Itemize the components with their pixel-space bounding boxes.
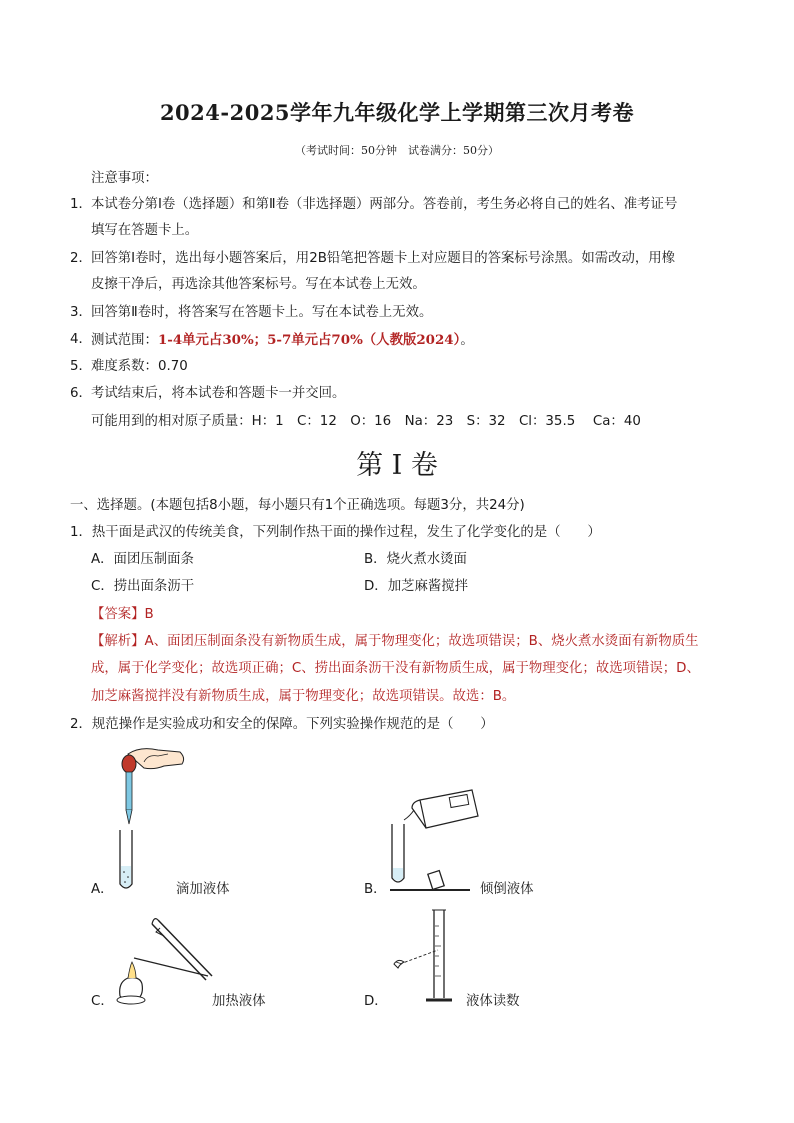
q2-option-a-label: 滴加液体 [176, 882, 230, 897]
scope-label: 测试范围： [91, 333, 158, 348]
notice-text: 本试卷分第Ⅰ卷（选择题）和第Ⅱ卷（非选择题）两部分。答卷前，考生务必将自己的姓名、准考证号 [91, 197, 678, 212]
notice-number: 6． [70, 386, 92, 401]
scope-value: 1-4单元占30%；5-7单元占70%（人教版2024） [157, 332, 461, 348]
page-title: 2024-2025学年九年级化学上学期第三次月考卷 [159, 100, 635, 125]
q1-option-b: B．烧火煮水烫面 [364, 552, 467, 567]
q1-analysis: 【解析】A、面团压制面条没有新物质生成，属于物理变化；故选项错误；B、烧火煮水烫面有新物质生 [91, 634, 699, 649]
notice-number: 5． [70, 359, 92, 374]
atomic-mass-line: 可能用到的相对原子质量：H：1 C：12 O：16 Na：23 S：32 Cl：35.5 Ca：40 [91, 414, 641, 429]
q2-option-c-letter: C． [91, 994, 114, 1009]
q2-option-d-letter: D． [364, 994, 388, 1009]
q1-answer: 【答案】B [91, 607, 154, 622]
notice-number: 2． [70, 251, 92, 266]
notice-number: 1． [70, 197, 92, 212]
exam-info: （考试时间：50分钟 试卷满分：50分） [295, 144, 499, 157]
q2-option-d-label: 液体读数 [466, 994, 520, 1009]
q1-option-c: C．捞出面条沥干 [91, 579, 195, 594]
notice-text: 考试结束后，将本试卷和答题卡一并交回。 [91, 386, 346, 401]
notice-text: 回答第Ⅰ卷时，选出每小题答案后，用2B铅笔把答题卡上对应题目的答案标号涂黑。如需改动，用橡 [91, 251, 676, 266]
notice-text: 难度系数：0.70 [91, 359, 188, 374]
section-title: 第 I 卷 [356, 450, 438, 481]
notice-text: 皮擦干净后，再选涂其他答案标号。写在本试卷上无效。 [91, 277, 426, 292]
notice-scope [91, 331, 474, 350]
notice-heading: 注意事项： [91, 171, 158, 186]
notice-number: 3． [70, 305, 92, 320]
q1-option-d: D．加芝麻酱搅拌 [364, 579, 469, 594]
q1-option-a: A．面团压制面条 [91, 552, 194, 567]
q1-analysis: 加芝麻酱搅拌没有新物质生成，属于物理变化；故选项错误。故选：B。 [91, 689, 516, 704]
scope-suffix: 。 [460, 333, 474, 348]
graduated-cylinder-illustration [388, 906, 478, 1006]
notice-text: 填写在答题卡上。 [91, 223, 199, 238]
notice-text: 回答第Ⅱ卷时，将答案写在答题卡上。写在本试卷上无效。 [91, 305, 433, 320]
notice-number: 4． [70, 332, 92, 347]
part-heading: 一、选择题。(本题包括8小题，每小题只有1个正确选项。每题3分，共24分) [70, 498, 525, 513]
pouring-illustration [386, 786, 486, 896]
q1-analysis: 成，属于化学变化；故选项正确；C、捞出面条沥干没有新物质生成，属于物理变化；故选项错误；D、 [91, 661, 700, 676]
heating-illustration [112, 914, 220, 1014]
question-2-stem: 2．规范操作是实验成功和安全的保障。下列实验操作规范的是（ ） [70, 717, 494, 732]
dropper-illustration [108, 742, 198, 894]
q2-option-c-label: 加热液体 [212, 994, 266, 1009]
q2-option-b-label: 倾倒液体 [480, 882, 534, 897]
q2-option-b-letter: B． [364, 882, 387, 897]
q2-option-a-letter: A． [91, 882, 114, 897]
question-1-stem: 1．热干面是武汉的传统美食，下列制作热干面的操作过程，发生了化学变化的是（ ） [70, 525, 601, 540]
